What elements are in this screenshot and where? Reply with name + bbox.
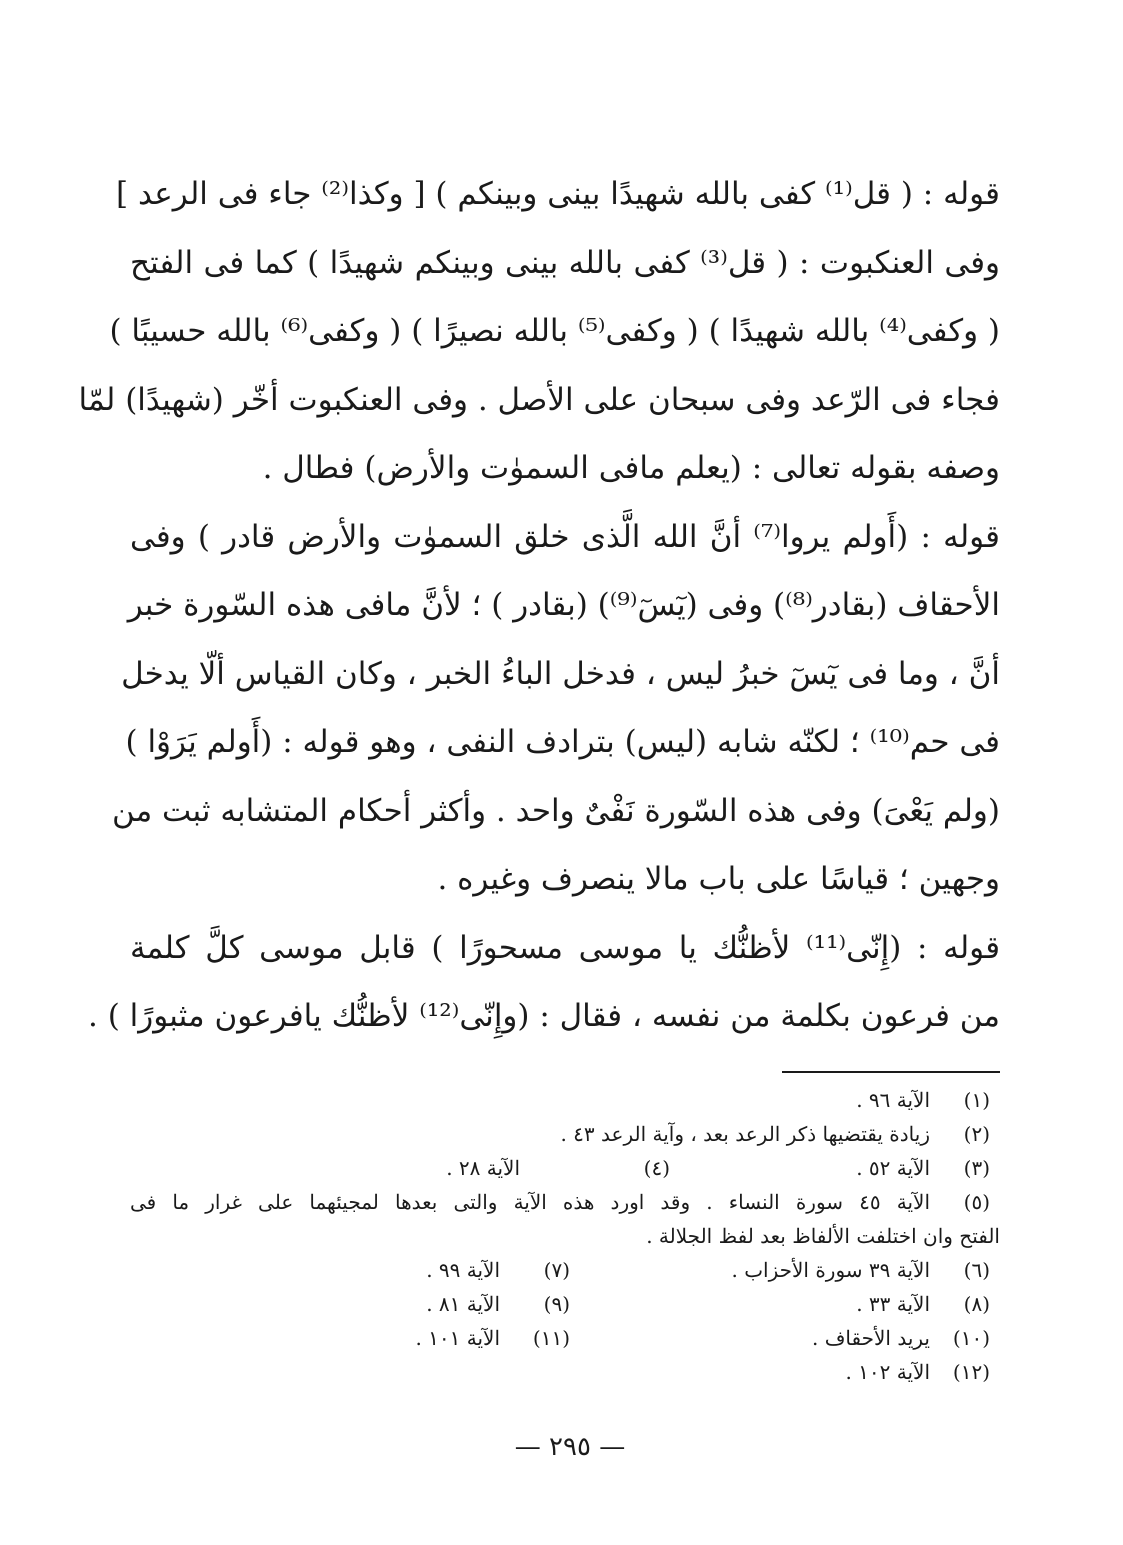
footnote-row [130, 1083, 1000, 1117]
footnote-number: (٣) [963, 1156, 990, 1180]
footnote-text: الآية ٥٢ . [856, 1156, 930, 1180]
main-text [78, 160, 1001, 1051]
footnote-text: الفتح وان اختلفت الألفاظ بعد لفظ الجلالة . [646, 1224, 1000, 1248]
text-line: قوله : (أَولم يروا⁽⁷⁾ أنَّ الله الَّذى خلق السموٰت والأرض قادر ) وفى [130, 518, 1000, 555]
text-line: وفى العنكبوت : ( قل⁽³⁾ كفى بالله بينى وبينكم شهيدًا ) كما فى الفتح [130, 244, 1000, 281]
footnote-row [130, 1355, 1000, 1389]
text-line: ( وكفى⁽⁴⁾ بالله شهيدًا ) ( وكفى⁽⁵⁾ بالله نصيرًا ) ( وكفى⁽⁶⁾ بالله حسيبًا ) [109, 313, 1000, 349]
footnote-text: الآية ٤٥ سورة النساء . وقد اورد هذه الآية والتى بعدها لمجيئهما على غرار ما فى [130, 1190, 931, 1214]
text-line: قوله : (إِنّى⁽¹¹⁾ لأظنُّك يا موسى مسحورًا ) قابل موسى كلَّ كلمة [130, 929, 1001, 966]
footnote-separator [782, 1071, 1000, 1073]
page-number: — ٢٩٥ — [514, 1432, 626, 1462]
footnote-number: (٩) [543, 1292, 570, 1316]
footnote-text: الآية ١٠٢ . [845, 1360, 930, 1384]
footnote-number: (١٢) [952, 1360, 990, 1384]
text-line: وصفه بقوله تعالى : (يعلم مافى السموٰت والأرض) فطال . [262, 450, 1000, 486]
text-line: فجاء فى الرّعد وفى سبحان على الأصل . وفى العنكبوت أخّر (شهيدًا) لمّا [78, 381, 1000, 418]
footnote-text: الآية ٨١ . [426, 1292, 500, 1316]
footnote-text: الآية ١٠١ . [415, 1326, 500, 1350]
footnote-text: الآية ٣٣ . [856, 1292, 930, 1316]
footnotes [130, 1083, 1000, 1389]
footnote-number: (٥) [963, 1190, 990, 1214]
footnote-row [130, 1321, 1000, 1355]
footnote-text: الآية ٢٨ . [446, 1156, 520, 1180]
footnote-row [130, 1219, 1000, 1253]
footnote-text: الآية ٩٦ . [856, 1088, 930, 1112]
footnote-text: زيادة يقتضيها ذكر الرعد بعد ، وآية الرعد ٤٣ . [560, 1122, 930, 1146]
text-line: وجهين ؛ قياسًا على باب مالا ينصرف وغيره . [437, 861, 1000, 897]
footnote-row [130, 1117, 1000, 1151]
footnote-number: (١) [963, 1088, 990, 1112]
text-line: الأحقاف (بقادر⁽⁸⁾) وفى (يٓسٓ⁽⁹⁾) (بقادر ) ؛ لأنَّ مافى هذه السّورة خبر [127, 587, 1000, 623]
footnote-text: الآية ٩٩ . [426, 1258, 500, 1282]
footnote-text: يريد الأحقاف . [811, 1326, 930, 1350]
footnote-number: (٦) [963, 1258, 990, 1282]
text-line: فى حم⁽¹⁰⁾ ؛ لكنّه شابه (ليس) بترادف النفى ، وهو قوله : (أَولم يَرَوْا ) [125, 724, 1000, 760]
text-line: من فرعون بكلمة من نفسه ، فقال : (وإِنّى⁽¹²⁾ لأظنُّك يافرعون مثبورًا ) . [88, 998, 1000, 1034]
footnote-row [130, 1287, 1000, 1321]
footnote-number: (٤) [643, 1156, 670, 1180]
footnote-number: (٧) [543, 1258, 570, 1282]
footnote-row [130, 1253, 1000, 1287]
text-line: أنَّ ، وما فى يٓسٓ خبرُ ليس ، فدخل الباءُ الخبر ، وكان القياس ألّا يدخل [121, 655, 1000, 692]
footnote-number: (٨) [963, 1292, 990, 1316]
footnote-text: الآية ٣٩ سورة الأحزاب . [731, 1258, 930, 1282]
text-line: قوله : ( قل⁽¹⁾ كفى بالله شهيدًا بينى وبينكم ) [ وكذا⁽²⁾ جاء فى الرعد ] [116, 176, 1000, 212]
footnote-row [130, 1185, 1000, 1219]
footnote-row [130, 1151, 1000, 1185]
footnote-number: (١١) [532, 1326, 570, 1350]
footnote-number: (١٠) [952, 1326, 990, 1350]
text-line: (ولم يَعْىَ) وفى هذه السّورة نَفْىٌ واحد . وأكثر أحكام المتشابه ثبت من [112, 792, 1000, 829]
footnote-number: (٢) [963, 1122, 990, 1146]
